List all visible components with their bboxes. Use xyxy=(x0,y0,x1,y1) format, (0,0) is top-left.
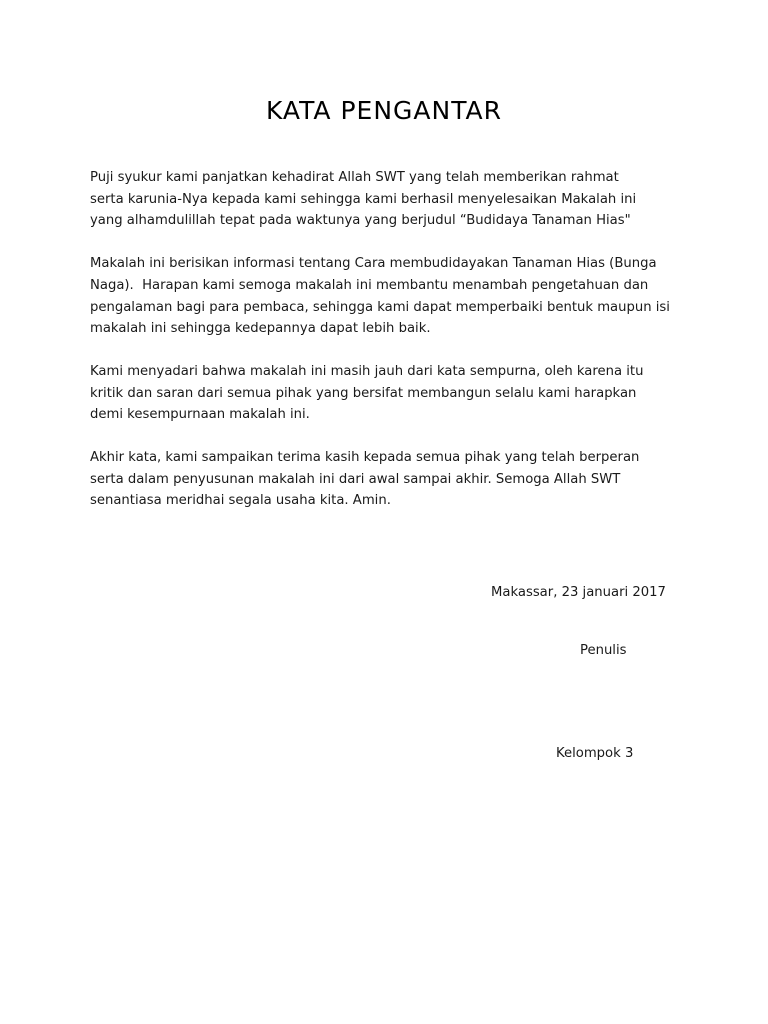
place-date: Makassar, 23 januari 2017 xyxy=(491,585,666,600)
paragraph-line: serta dalam penyusunan makalah ini dari awal sampai akhir. Semoga Allah SWT xyxy=(90,471,621,487)
paragraph-line: Kami menyadari bahwa makalah ini masih jauh dari kata sempurna, oleh karena itu xyxy=(90,363,644,379)
paragraph-line: Makalah ini berisikan informasi tentang Cara membudidayakan Tanaman Hias (Bunga xyxy=(90,256,657,272)
paragraph-1 xyxy=(90,167,700,232)
document-body xyxy=(90,167,700,533)
paragraph-4 xyxy=(90,447,700,512)
paragraph-line: Akhir kata, kami sampaikan terima kasih kepada semua pihak yang telah berperan xyxy=(90,450,640,466)
paragraph-line: kritik dan saran dari semua pihak yang bersifat membangun selalu kami harapkan xyxy=(90,385,637,401)
paragraph-line: yang alhamdulillah tepat pada waktunya yang berjudul “Budidaya Tanaman Hias" xyxy=(90,213,631,229)
paragraph-line: Puji syukur kami panjatkan kehadirat Allah SWT yang telah memberikan rahmat xyxy=(90,170,619,185)
paragraph-line: senantiasa meridhai segala usaha kita. Amin. xyxy=(90,493,391,509)
paragraph-line: serta karunia-Nya kepada kami sehingga kami berhasil menyelesaikan Makalah ini xyxy=(90,191,637,207)
paragraph-3 xyxy=(90,361,700,426)
paragraph-line: Naga). Harapan kami semoga makalah ini membantu menambah pengetahuan dan xyxy=(90,277,649,293)
paragraph-line: pengalaman bagi para pembaca, sehingga kami dapat memperbaiki bentuk maupun isi xyxy=(90,299,670,315)
paragraph-line: demi kesempurnaan makalah ini. xyxy=(90,407,310,423)
paragraph-2 xyxy=(90,253,700,340)
author-role: Penulis xyxy=(580,643,627,658)
author-name: Kelompok 3 xyxy=(556,746,634,761)
document-title: KATA PENGANTAR xyxy=(265,96,503,125)
paragraph-line: makalah ini sehingga kedepannya dapat lebih baik. xyxy=(90,321,431,337)
